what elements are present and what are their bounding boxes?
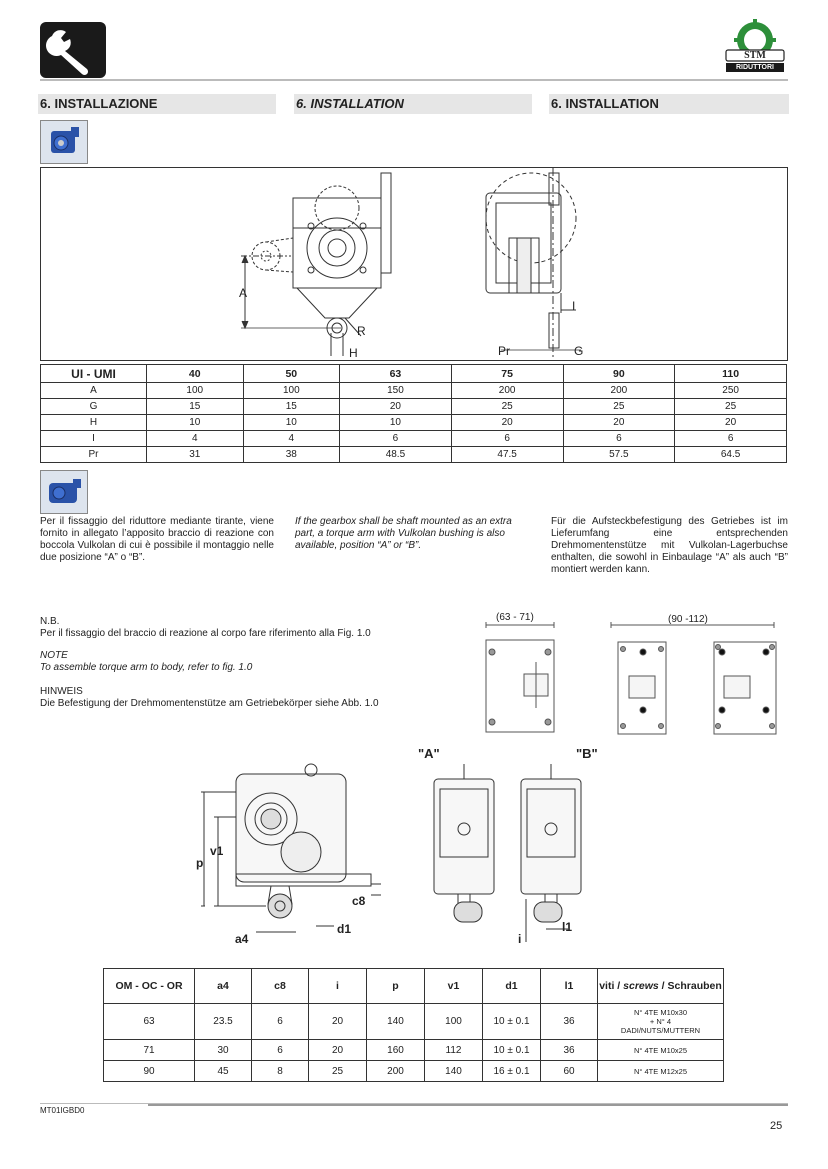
- section-title-de: 6. INSTALLATION: [549, 94, 789, 114]
- header-divider: [40, 79, 788, 81]
- position-b-label: "B": [576, 746, 598, 761]
- brand-name: STM: [744, 50, 766, 61]
- table-row: A 100 100 150 200 200 250: [41, 383, 787, 399]
- table-row: 71 30 6 20 160 112 10 ± 0.1 36 N° 4TE M10x25: [104, 1040, 724, 1061]
- mounting-holes-figure: [476, 612, 788, 737]
- dim-label-pr: Pr: [498, 344, 510, 358]
- mounting-positions-drawing: [196, 744, 616, 949]
- dim-label-p: p: [196, 856, 204, 870]
- stm-brand-logo: [722, 18, 788, 74]
- dimensions-table-ui: [40, 364, 787, 463]
- footer-divider-thick: [148, 1104, 788, 1106]
- range-label-63-71: (63 - 71): [496, 612, 534, 623]
- table-row: H 10 10 10 20 20 20: [41, 415, 787, 431]
- install-text-it: Per il fissaggio del riduttore mediante tirante, viene fornito in allegato l’apposito braccio di reazione con boccola Vulkolan di cui è possibile il montaggio nelle due posizione “A” o “B”.: [40, 516, 274, 563]
- mounting-positions-figure: [196, 744, 616, 949]
- dim-label-g: G: [574, 344, 584, 358]
- gearbox-thumbnail-2: [40, 470, 88, 514]
- wrench-logo: [40, 22, 106, 78]
- table-row: I 4 4 6 6 6 6: [41, 431, 787, 447]
- hinweis-title: HINWEIS: [40, 686, 83, 697]
- document-code: MT01IGBD0: [40, 1106, 85, 1115]
- hinweis-text: Die Befestigung der Drehmomentenstütze am Getriebekörper siehe Abb. 1.0: [40, 698, 379, 709]
- brand-subtitle: RIDUTTORI: [736, 64, 774, 71]
- table-header-row: OM - OC - OR a4 c8 i p v1 d1 l1 viti / screws / Schrauben: [104, 969, 724, 1004]
- note-text: To assemble torque arm to body, refer to fig. 1.0: [40, 662, 253, 673]
- nb-title: N.B.: [40, 616, 60, 627]
- table-row: Pr 31 38 48.5 47.5 57.5 64.5: [41, 447, 787, 463]
- gearbox-icon: [41, 121, 87, 163]
- wrench-icon: [40, 22, 106, 78]
- screws-header: viti / screws / Schrauben: [598, 969, 724, 1004]
- dim-label-c8: c8: [352, 894, 366, 908]
- dim-label-r: R: [357, 324, 366, 338]
- gearbox-thumbnail: [40, 120, 88, 164]
- page-number: 25: [770, 1120, 783, 1132]
- torque-arm-figure: [40, 167, 788, 361]
- table-header-row: UI - UMI 40 50 63 75 90 110: [41, 365, 787, 383]
- section-title-en: 6. INSTALLATION: [294, 94, 532, 114]
- dim-label-l1: l1: [562, 920, 573, 934]
- nb-text: Per il fissaggio del braccio di reazione al corpo fare riferimento alla Fig. 1.0: [40, 628, 371, 639]
- table-row: 63 23.5 6 20 140 100 10 ± 0.1 36 N° 4TE M10x30 + N° 4 DADI/NUTS/MUTTERN: [104, 1004, 724, 1040]
- dim-label-a: A: [239, 286, 248, 300]
- install-text-de: Für die Aufsteckbefestigung des Getriebes ist im Lieferumfang eine entsprechenden Drehmomentenstütze mit Vulkolan-Lagerbuchse enthalten, die sowohl in Einbaulage “A” als auch “B” montiert werden kann.: [551, 516, 788, 575]
- dim-label-h: H: [349, 346, 358, 360]
- dim-label-i: i: [518, 932, 522, 946]
- dim-label-d1: d1: [337, 922, 352, 936]
- dim-label-i: I: [572, 299, 576, 313]
- section-title-it: 6. INSTALLAZIONE: [38, 94, 276, 114]
- note-title: NOTE: [40, 650, 68, 661]
- gearbox-icon: [41, 471, 87, 513]
- table-row: G 15 15 20 25 25 25: [41, 399, 787, 415]
- torque-arm-drawing: [41, 168, 787, 360]
- dim-label-a4: a4: [235, 932, 249, 946]
- table-row: 90 45 8 25 200 140 16 ± 0.1 60 N° 4TE M12x25: [104, 1061, 724, 1082]
- mounting-holes-drawing: [476, 612, 788, 737]
- dim-label-v1: v1: [210, 844, 224, 858]
- position-a-label: "A": [418, 746, 440, 761]
- dimensions-table-om: [103, 968, 724, 1082]
- range-label-90-112: (90 -112): [668, 614, 708, 625]
- install-text-en: If the gearbox shall be shaft mounted as an extra part, a torque arm with Vulkolan bushing is also available, position “A” or “B”.: [295, 516, 512, 551]
